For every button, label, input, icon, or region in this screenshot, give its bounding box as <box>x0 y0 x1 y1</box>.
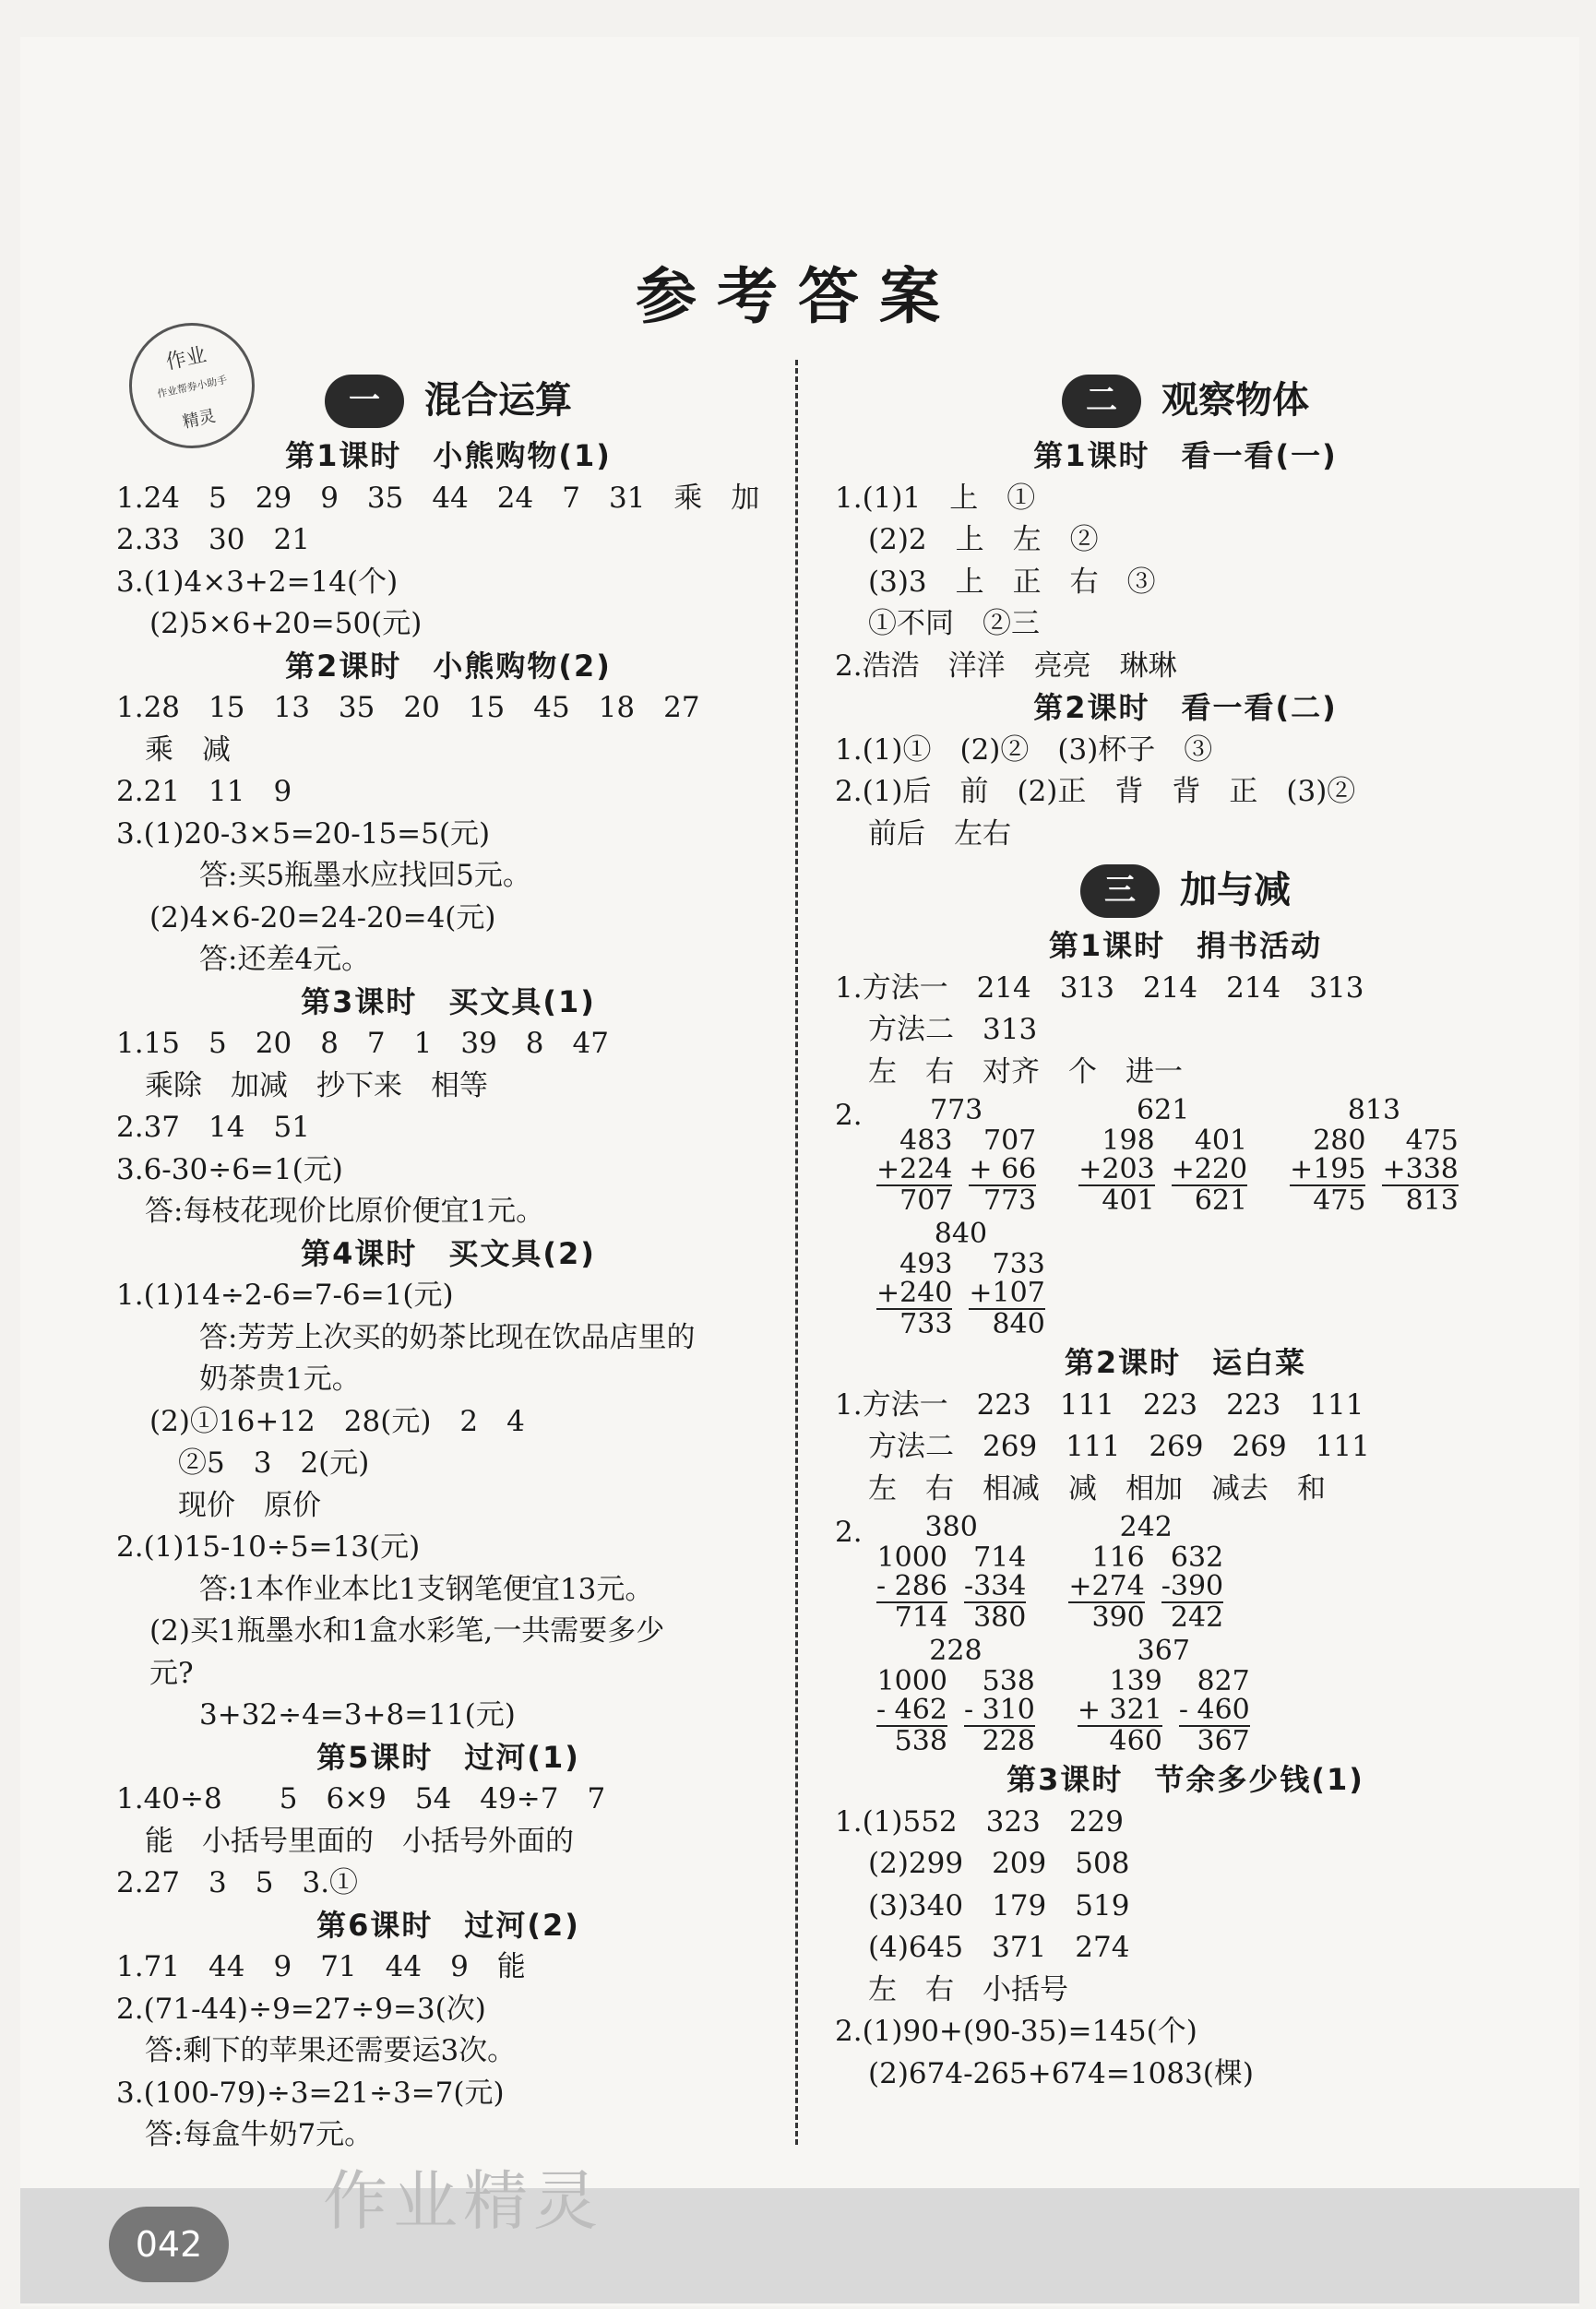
calc-result-label: 380 <box>924 1511 978 1543</box>
lesson-heading: 第2课时 运白菜 <box>1064 1345 1307 1380</box>
vertical-calculation <box>969 1126 1036 1215</box>
answer-line: (2)299 209 508 <box>868 1847 1130 1880</box>
answer-list <box>116 435 780 2157</box>
calc-operand: 632 <box>1170 1541 1224 1574</box>
vertical-calculation <box>969 1250 1044 1339</box>
answer-line: 2.(1)后 前 (2)正 背 背 正 (3)② <box>835 775 1356 808</box>
answer-line: 答:每盒牛奶7元。 <box>116 2118 374 2151</box>
answer-line: (2)2 上 左 ② <box>868 523 1099 556</box>
calc-result: 242 <box>1170 1601 1224 1634</box>
calc-result-label: 813 <box>1347 1094 1401 1126</box>
answer-line: 答:还差4元。 <box>199 943 371 976</box>
watermark: 作业精灵 <box>323 2163 603 2239</box>
calc-addend: +203 <box>1078 1153 1155 1185</box>
vertical-calculation <box>1382 1126 1458 1215</box>
answer-line: 前后 左右 <box>868 816 1011 851</box>
answer-line: 3.(1)20-3×5=20-15=5(元) <box>116 816 491 851</box>
calc-result: 707 <box>899 1184 953 1217</box>
calc-group <box>1069 1636 1258 1756</box>
answer-line: 答:剩下的苹果还需要运3次。 <box>116 2034 517 2067</box>
vertical-calculation-row <box>835 1636 1536 1756</box>
vertical-calculation <box>1172 1126 1247 1215</box>
answer-line: 乘 减 <box>116 732 231 767</box>
answer-line: (2)5×6+20=50(元) <box>149 607 423 640</box>
vertical-calculation <box>1161 1543 1223 1632</box>
calc-operand: 733 <box>992 1248 1045 1280</box>
answer-line: 乘除 加减 抄下来 相等 <box>116 1068 488 1102</box>
answer-line: 答:芳芳上次买的奶茶比现在饮品店里的 <box>199 1320 696 1354</box>
column-divider <box>795 360 798 2145</box>
answer-line: 2.浩浩 洋洋 亮亮 琳琳 <box>835 649 1177 683</box>
calc-operand: 139 <box>1109 1665 1162 1697</box>
vertical-calculation <box>1068 1543 1144 1632</box>
answer-line: 2.(71-44)÷9=27÷9=3(次) <box>116 1992 486 2026</box>
calc-result: 401 <box>1102 1184 1155 1217</box>
answer-line: 2.27 3 5 3.① <box>116 1866 359 1899</box>
right-column <box>835 365 1536 2095</box>
vertical-calculation <box>1078 1126 1154 1215</box>
lesson-heading: 第2课时 看一看(二) <box>1033 690 1338 725</box>
answer-line: ②5 3 2(元) <box>149 1446 370 1480</box>
calc-addend: +240 <box>876 1277 953 1309</box>
answer-line: 1.15 5 20 8 7 1 39 8 47 <box>116 1027 609 1060</box>
question-number: 2. <box>835 1516 863 1549</box>
answer-line: 答:买5瓶墨水应找回5元。 <box>199 859 531 892</box>
lesson-heading: 第5课时 过河(1) <box>316 1739 580 1775</box>
lesson-heading: 第3课时 节余多少钱(1) <box>1006 1762 1364 1797</box>
calc-addend: +107 <box>969 1277 1045 1309</box>
calc-addend: -334 <box>963 1570 1027 1602</box>
unit-number-badge: 三 <box>1080 864 1160 918</box>
lesson-heading: 第1课时 捐书活动 <box>1048 928 1323 963</box>
calc-result: 460 <box>1109 1725 1162 1757</box>
calc-operand: 493 <box>899 1248 953 1280</box>
calc-result: 380 <box>973 1601 1027 1634</box>
calc-addend: - 286 <box>876 1570 947 1602</box>
answer-line: 2.33 30 21 <box>116 523 310 556</box>
answer-line: 方法二 313 <box>868 1013 1038 1046</box>
answer-line: 2.37 14 51 <box>116 1111 310 1144</box>
answer-line: 1.方法一 223 111 223 223 111 <box>835 1387 1364 1422</box>
calc-operand: 198 <box>1102 1125 1155 1157</box>
calc-addend: +274 <box>1068 1570 1145 1602</box>
calc-operand: 401 <box>1194 1125 1248 1157</box>
answer-line: (2)674-265+674=1083(棵) <box>868 2056 1254 2090</box>
answer-line: 3+32÷4=3+8=11(元) <box>199 1698 516 1732</box>
lesson-heading: 第1课时 小熊购物(1) <box>285 438 612 473</box>
lesson-heading: 第6课时 过河(2) <box>316 1907 580 1943</box>
answer-line: (4)645 371 274 <box>868 1931 1130 1964</box>
lesson-heading: 第3课时 买文具(1) <box>301 983 596 1019</box>
answer-line: 答:每枝花现价比原价便宜1元。 <box>116 1195 545 1228</box>
calc-result-label: 242 <box>1119 1511 1173 1543</box>
answer-list <box>835 925 1536 1093</box>
answer-list <box>835 435 1536 855</box>
answer-line: 1.71 44 9 71 44 9 能 <box>116 1950 526 1983</box>
answer-line: 左 右 对齐 个 进一 <box>868 1054 1183 1089</box>
calc-addend: - 462 <box>876 1694 947 1726</box>
vertical-calculation <box>876 1126 952 1215</box>
answer-line: (2)4×6-20=24-20=4(元) <box>149 900 496 934</box>
calc-operand: 483 <box>899 1125 953 1157</box>
answer-line: 3.(1)4×3+2=14(个) <box>116 565 399 599</box>
calc-operand: 707 <box>983 1125 1037 1157</box>
answer-list <box>835 1342 1536 1510</box>
vertical-calculation <box>876 1667 947 1756</box>
calc-result: 538 <box>894 1725 947 1757</box>
page-number: 042 <box>109 2207 229 2282</box>
calc-result-label: 773 <box>930 1094 983 1126</box>
answer-line: (2)①16+12 28(元) 2 4 <box>149 1404 525 1438</box>
question-number: 2. <box>835 1099 863 1132</box>
calc-group <box>868 1219 1054 1339</box>
unit-heading <box>835 857 1536 925</box>
lesson-heading: 第2课时 小熊购物(2) <box>285 648 612 684</box>
answer-line: 1.(1)552 323 229 <box>835 1804 1124 1839</box>
calc-result: 714 <box>894 1601 947 1634</box>
calc-addend: +224 <box>876 1153 953 1185</box>
answer-line: (2)买1瓶墨水和1盒水彩笔,一共需要多少 <box>149 1614 665 1648</box>
answer-line: 1.(1)① (2)② (3)杯子 ③ <box>835 732 1213 767</box>
answer-line: 现价 原价 <box>149 1488 321 1522</box>
vertical-calculation <box>964 1667 1035 1756</box>
unit-heading <box>116 367 780 435</box>
calc-result: 367 <box>1197 1725 1250 1757</box>
stamp-line1: 作业 <box>163 343 208 375</box>
answer-line: (3)340 179 519 <box>868 1888 1130 1922</box>
calc-group <box>868 1512 1034 1632</box>
calc-operand: 475 <box>1405 1125 1459 1157</box>
stamp-line2: 作业帮券小助手 <box>156 374 229 400</box>
calc-result-label: 367 <box>1137 1635 1190 1667</box>
unit-title: 混合运算 <box>424 379 572 423</box>
unit-heading <box>835 367 1536 435</box>
calc-result-label: 621 <box>1137 1094 1190 1126</box>
calc-addend: - 310 <box>963 1694 1035 1726</box>
answer-line: 答:1本作业本比1支钢笔便宜13元。 <box>199 1572 654 1606</box>
calc-addend: - 460 <box>1178 1694 1250 1726</box>
calc-result: 840 <box>992 1308 1045 1340</box>
calc-result-label: 228 <box>929 1635 983 1667</box>
calc-result: 733 <box>899 1308 953 1340</box>
vertical-calculation <box>1179 1667 1250 1756</box>
answer-line: 1.方法一 214 313 214 214 313 <box>835 970 1364 1005</box>
unit-title: 观察物体 <box>1161 379 1309 423</box>
unit-number-badge: 二 <box>1062 375 1141 428</box>
lesson-heading: 第1课时 看一看(一) <box>1033 438 1338 473</box>
answer-line: 1.40÷8 5 6×9 54 49÷7 7 <box>116 1782 606 1815</box>
calc-result: 773 <box>983 1184 1037 1217</box>
vertical-calculation <box>876 1250 952 1339</box>
calc-operand: 1000 <box>876 1665 947 1697</box>
unit-title: 加与减 <box>1180 869 1291 912</box>
vertical-calculation-row <box>835 1219 1536 1339</box>
unit-number-badge: 一 <box>325 375 404 428</box>
answer-line: 1.28 15 13 35 20 15 45 18 27 <box>116 691 700 724</box>
vertical-calculation <box>876 1543 947 1632</box>
calc-operand: 827 <box>1197 1665 1250 1697</box>
calc-group <box>1281 1095 1467 1215</box>
calc-operand: 280 <box>1313 1125 1366 1157</box>
vertical-calculation-row <box>835 1095 1536 1215</box>
answer-line: 1.(1)14÷2-6=7-6=1(元) <box>116 1279 454 1312</box>
calc-group <box>1070 1095 1256 1215</box>
answer-line: 2.21 11 9 <box>116 775 292 808</box>
answer-list <box>835 1759 1536 2095</box>
answer-line: 元? <box>149 1656 194 1690</box>
answer-line: 能 小括号里面的 小括号外面的 <box>116 1824 574 1858</box>
answer-line: 3.6-30÷6=1(元) <box>116 1152 343 1186</box>
calc-operand: 116 <box>1091 1541 1145 1574</box>
answer-line: ①不同 ②三 <box>868 607 1040 640</box>
calc-result: 228 <box>982 1725 1035 1757</box>
vertical-calculation-row <box>835 1512 1536 1632</box>
answer-line: 2.(1)90+(90-35)=145(个) <box>835 2015 1197 2048</box>
calc-addend: -390 <box>1161 1570 1224 1602</box>
calc-operand: 1000 <box>876 1541 947 1574</box>
vertical-calculation <box>1290 1126 1365 1215</box>
page-title: 参考答案 <box>636 260 960 332</box>
calc-addend: +195 <box>1290 1153 1366 1185</box>
lesson-heading: 第4课时 买文具(2) <box>301 1235 596 1271</box>
answer-line: 2.(1)15-10÷5=13(元) <box>116 1530 421 1564</box>
footer-band <box>20 2188 1579 2303</box>
left-column <box>116 365 780 2157</box>
vertical-calculation <box>1078 1667 1162 1756</box>
answer-line: 1.(1)1 上 ① <box>835 481 1036 515</box>
answer-line: (3)3 上 正 右 ③ <box>868 565 1156 599</box>
answer-line: 3.(100-79)÷3=21÷3=7(元) <box>116 2076 505 2110</box>
calc-addend: + 66 <box>969 1153 1037 1185</box>
calc-group <box>868 1636 1043 1756</box>
stamp-line3: 精灵 <box>181 406 218 433</box>
vertical-calculation <box>964 1543 1026 1632</box>
answer-line: 1.24 5 29 9 35 44 24 7 31 乘 加 <box>116 481 760 515</box>
calc-result-label: 840 <box>934 1218 988 1250</box>
answer-line: 左 右 小括号 <box>868 1972 1068 2006</box>
calc-operand: 714 <box>973 1541 1027 1574</box>
calc-addend: +338 <box>1382 1153 1459 1185</box>
calc-group <box>868 1095 1044 1215</box>
calc-operand: 538 <box>982 1665 1035 1697</box>
answer-line: 方法二 269 111 269 269 111 <box>868 1430 1370 1463</box>
calc-result: 813 <box>1405 1184 1459 1217</box>
calc-addend: +220 <box>1171 1153 1248 1185</box>
calc-result: 621 <box>1194 1184 1248 1217</box>
calc-result: 390 <box>1091 1601 1145 1634</box>
answer-line: 左 右 相减 减 相加 减去 和 <box>868 1471 1326 1506</box>
answer-line: 奶茶贵1元。 <box>199 1363 361 1396</box>
calc-addend: + 321 <box>1077 1694 1162 1726</box>
calc-group <box>1060 1512 1232 1632</box>
calc-result: 475 <box>1313 1184 1366 1217</box>
